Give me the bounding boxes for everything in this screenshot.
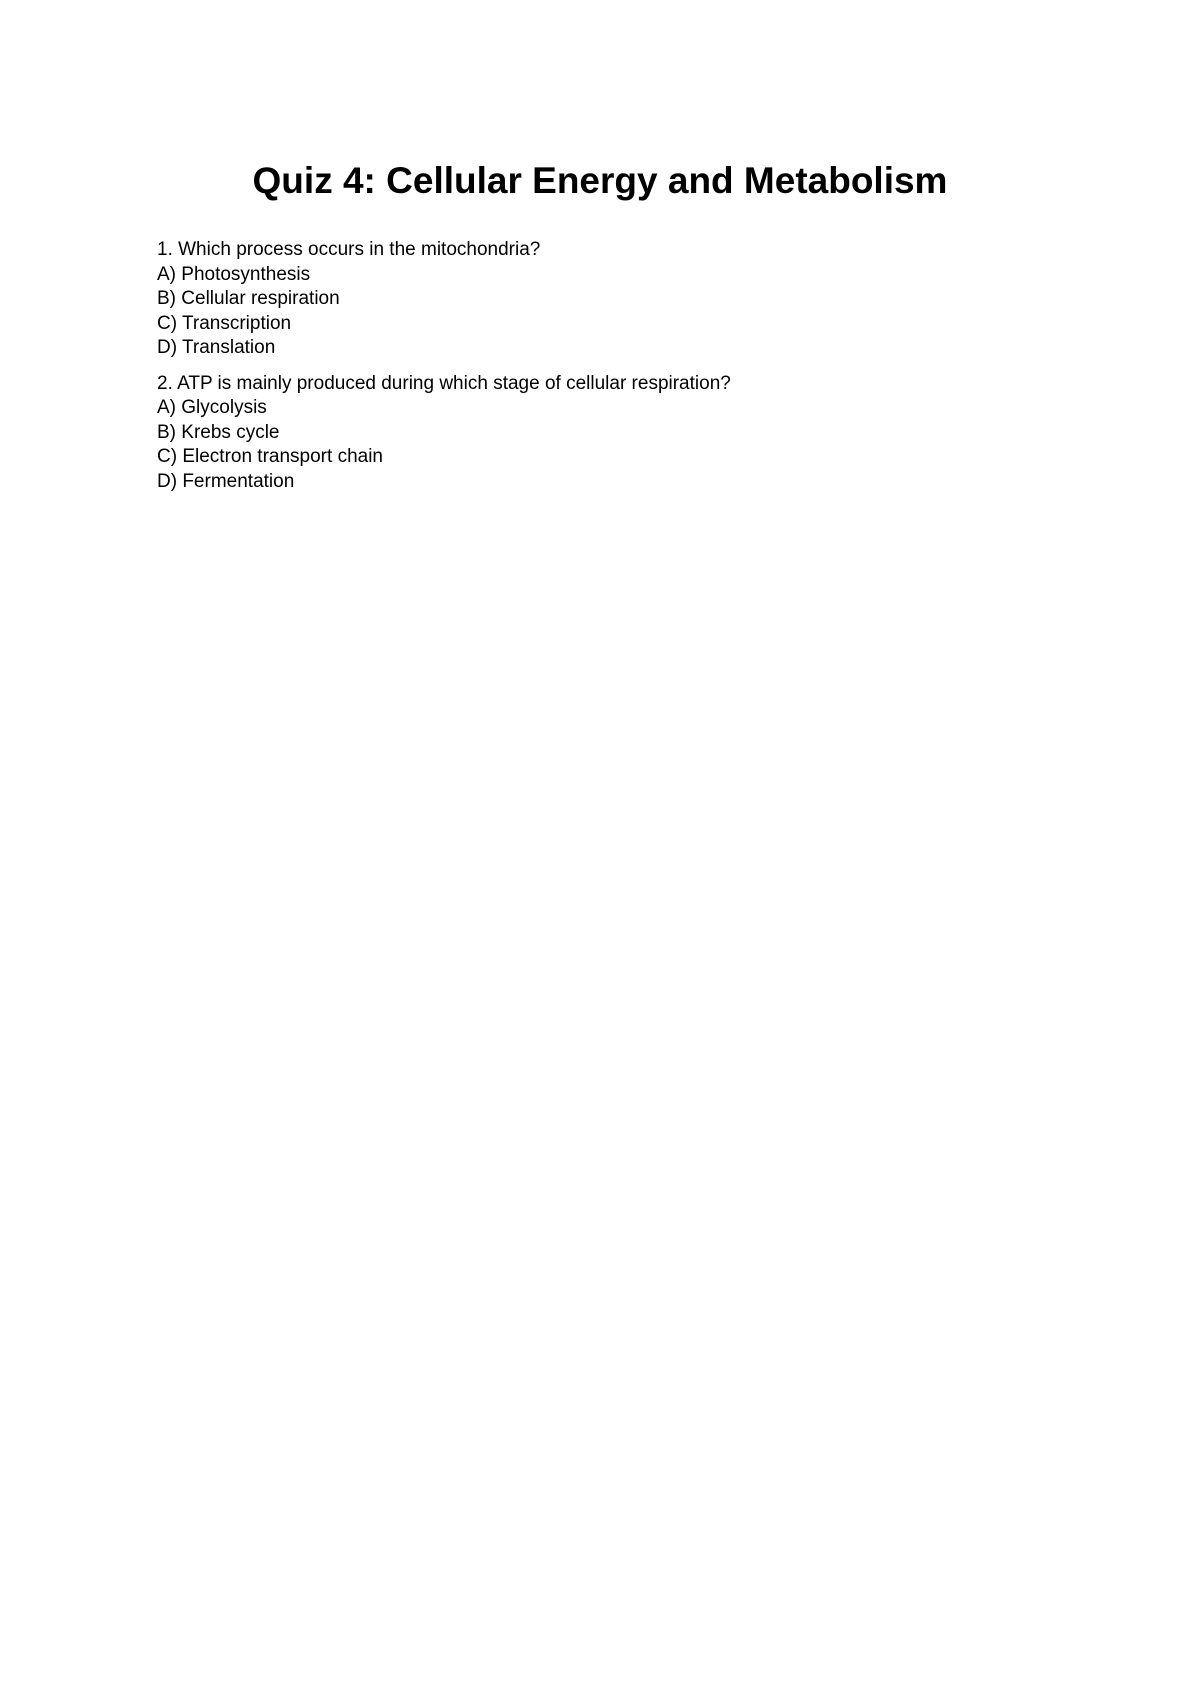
question-2-option-a: A) Glycolysis [157,397,267,418]
question-2-option-b: B) Krebs cycle [157,421,280,443]
question-list [157,238,1057,505]
question-1-text: 1. Which process occurs in the mitochondria? [157,239,541,260]
question-2-option-d: D) Fermentation [157,470,295,492]
quiz-title: Quiz 4: Cellular Energy and Metabolism [252,160,948,201]
question-2-text: 2. ATP is mainly produced during which stage of cellular respiration? [157,372,731,394]
question-1-option-c: C) Transcription [157,312,292,334]
question-1-option-d: D) Translation [157,337,276,358]
question-1-option-b: B) Cellular respiration [157,288,340,309]
question-1-option-a: A) Photosynthesis [157,263,311,285]
question-1 [157,238,1057,361]
question-2-option-c: C) Electron transport chain [157,446,383,467]
question-2 [157,372,1057,495]
